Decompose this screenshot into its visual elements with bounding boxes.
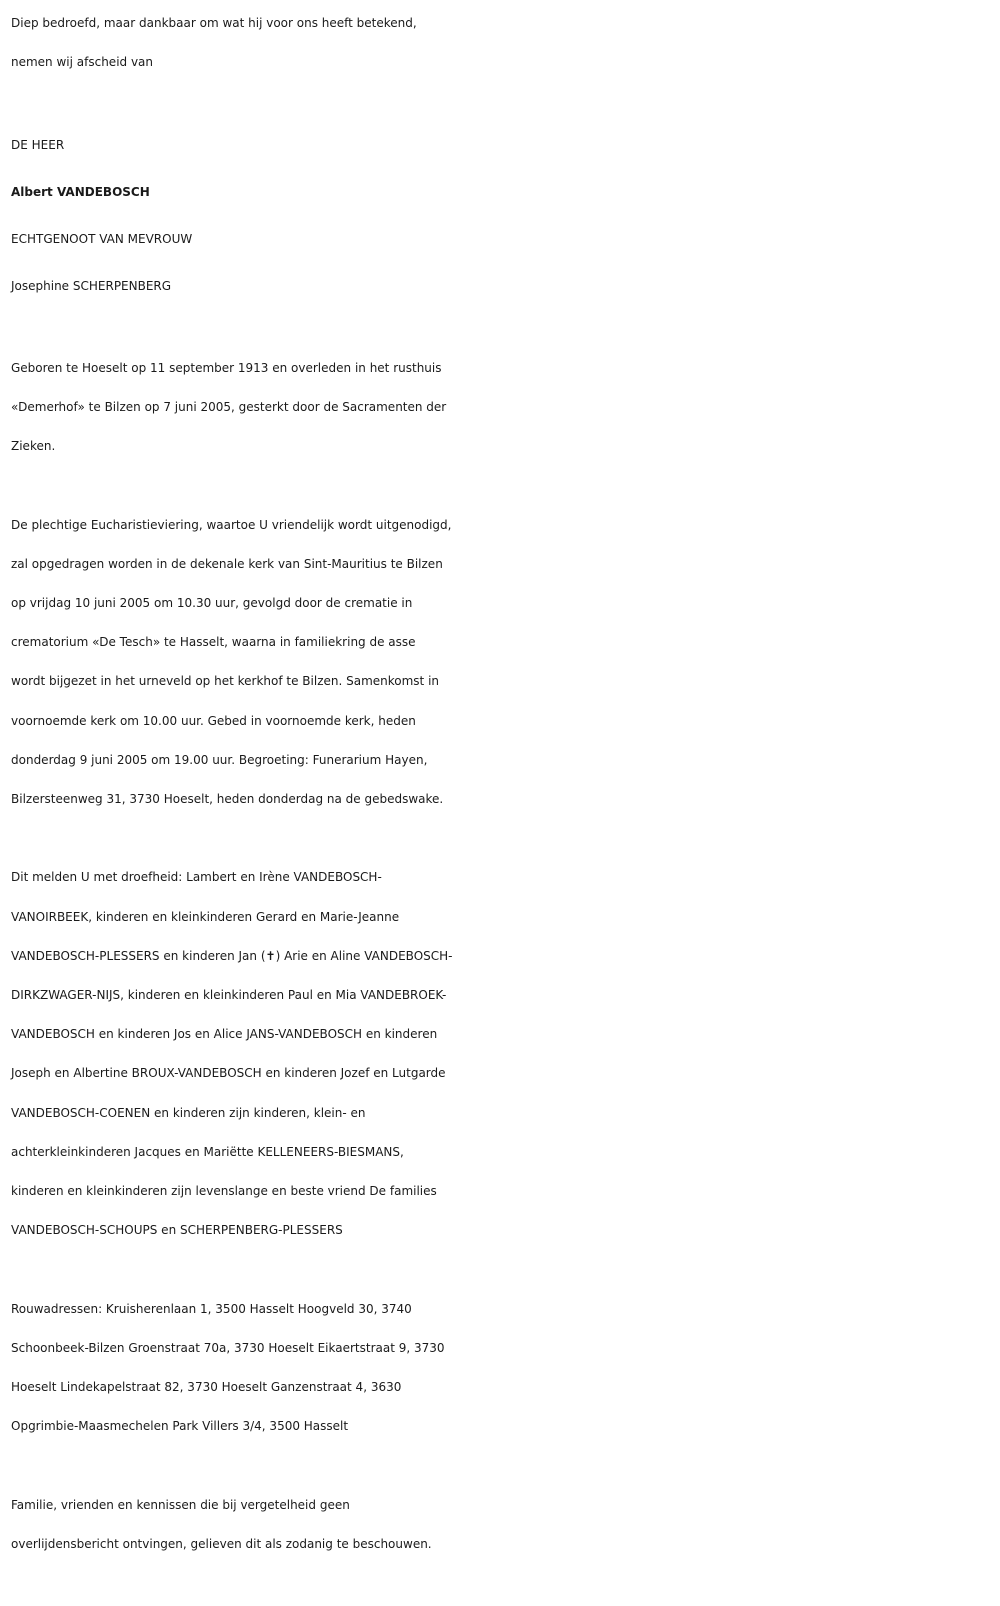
text-line: Hoeselt Lindekapelstraat 82, 3730 Hoeselt Ganzenstraat 4, 3630 [11,1380,402,1395]
text-line: Familie, vrienden en kennissen die bij vergetelheid geen [11,1497,350,1512]
intro-paragraph [11,4,996,82]
text-line: Opgrimbie-Maasmechelen Park Villers 3/4, 3500 Hasselt [11,1419,349,1434]
text-line: VANDEBOSCH-COENEN en kinderen zijn kinderen, klein- en [11,1105,366,1120]
ceremony-paragraph [11,506,996,820]
text-line: Rouwadressen: Kruisherenlaan 1, 3500 Hasselt Hoogveld 30, 3740 [11,1301,412,1316]
text-line: VANDEBOSCH en kinderen Jos en Alice JANS-VANDEBOSCH en kinderen [11,1027,438,1042]
text-line: achterkleinkinderen Jacques en Mariëtte KELLENEERS-BIESMANS, [11,1144,404,1159]
obituary-notice [11,4,996,1564]
text-line: wordt bijgezet in het urneveld op het kerkhof te Bilzen. Samenkomst in [11,674,440,689]
text-line: Zieken. [11,439,56,454]
spacer [11,82,996,121]
text-line: op vrijdag 10 juni 2005 om 10.30 uur, gevolgd door de crematie in [11,595,413,610]
text-line: Schoonbeek-Bilzen Groenstraat 70a, 3730 Hoeselt Eikaertstraat 9, 3730 [11,1340,445,1355]
family-paragraph [11,858,996,1250]
text-line: kinderen en kleinkinderen zijn levenslange en beste vriend De families [11,1184,437,1199]
text-line: «Demerhof» te Bilzen op 7 juni 2005, gesterkt door de Sacramenten der [11,399,447,414]
text-line: DIRKZWAGER-NIJS, kinderen en kleinkinderen Paul en Mia VANDEBROEK- [11,988,447,1002]
spouse-name: Josephine SCHERPENBERG [11,278,172,293]
text-line: overlijdensbericht ontvingen, gelieven dit als zodanig te beschouwen. [11,1536,432,1551]
text-line: voornoemde kerk om 10.00 uur. Gebed in voornoemde kerk, heden [11,713,416,728]
spacer [11,1446,996,1485]
salutation: DE HEER [11,137,65,152]
intro-line: Diep bedroefd, maar dankbaar om wat hij voor ons heeft betekend, [11,16,417,30]
birth-death-paragraph [11,349,996,467]
text-line: VANDEBOSCH-SCHOUPS en SCHERPENBERG-PLESSERS [11,1223,343,1238]
spacer [11,819,996,858]
text-line: De plechtige Eucharistieviering, waartoe U vriendelijk wordt uitgenodigd, [11,517,452,532]
text-line: Dit melden U met droefheid: Lambert en Irène VANDEBOSCH- [11,870,382,885]
intro-line: nemen wij afscheid van [11,55,154,70]
text-line: crematorium «De Tesch» te Hasselt, waarna in familiekring de asse [11,635,416,650]
text-line: VANDEBOSCH-PLESSERS en kinderen Jan (✝) Arie en Aline VANDEBOSCH- [11,948,453,963]
relation-label: ECHTGENOOT VAN MEVROUW [11,231,193,246]
name-header [11,122,996,310]
text-line: Joseph en Albertine BROUX-VANDEBOSCH en kinderen Jozef en Lutgarde [11,1066,446,1081]
deceased-name: Albert VANDEBOSCH [11,184,150,199]
text-line: donderdag 9 juni 2005 om 19.00 uur. Begroeting: Funerarium Hayen, [11,752,428,767]
text-line: Bilzersteenweg 31, 3730 Hoeselt, heden donderdag na de gebedswake. [11,792,444,806]
spacer [11,466,996,505]
text-line: VANOIRBEEK, kinderen en kleinkinderen Gerard en Marie-Jeanne [11,909,400,924]
addresses-paragraph [11,1290,996,1447]
text-line: Geboren te Hoeselt op 11 september 1913 en overleden in het rusthuis [11,360,442,375]
spacer [11,1250,996,1289]
text-line: zal opgedragen worden in de dekenale kerk van Sint-Mauritius te Bilzen [11,556,443,571]
spacer [11,310,996,349]
closing-paragraph [11,1486,996,1564]
